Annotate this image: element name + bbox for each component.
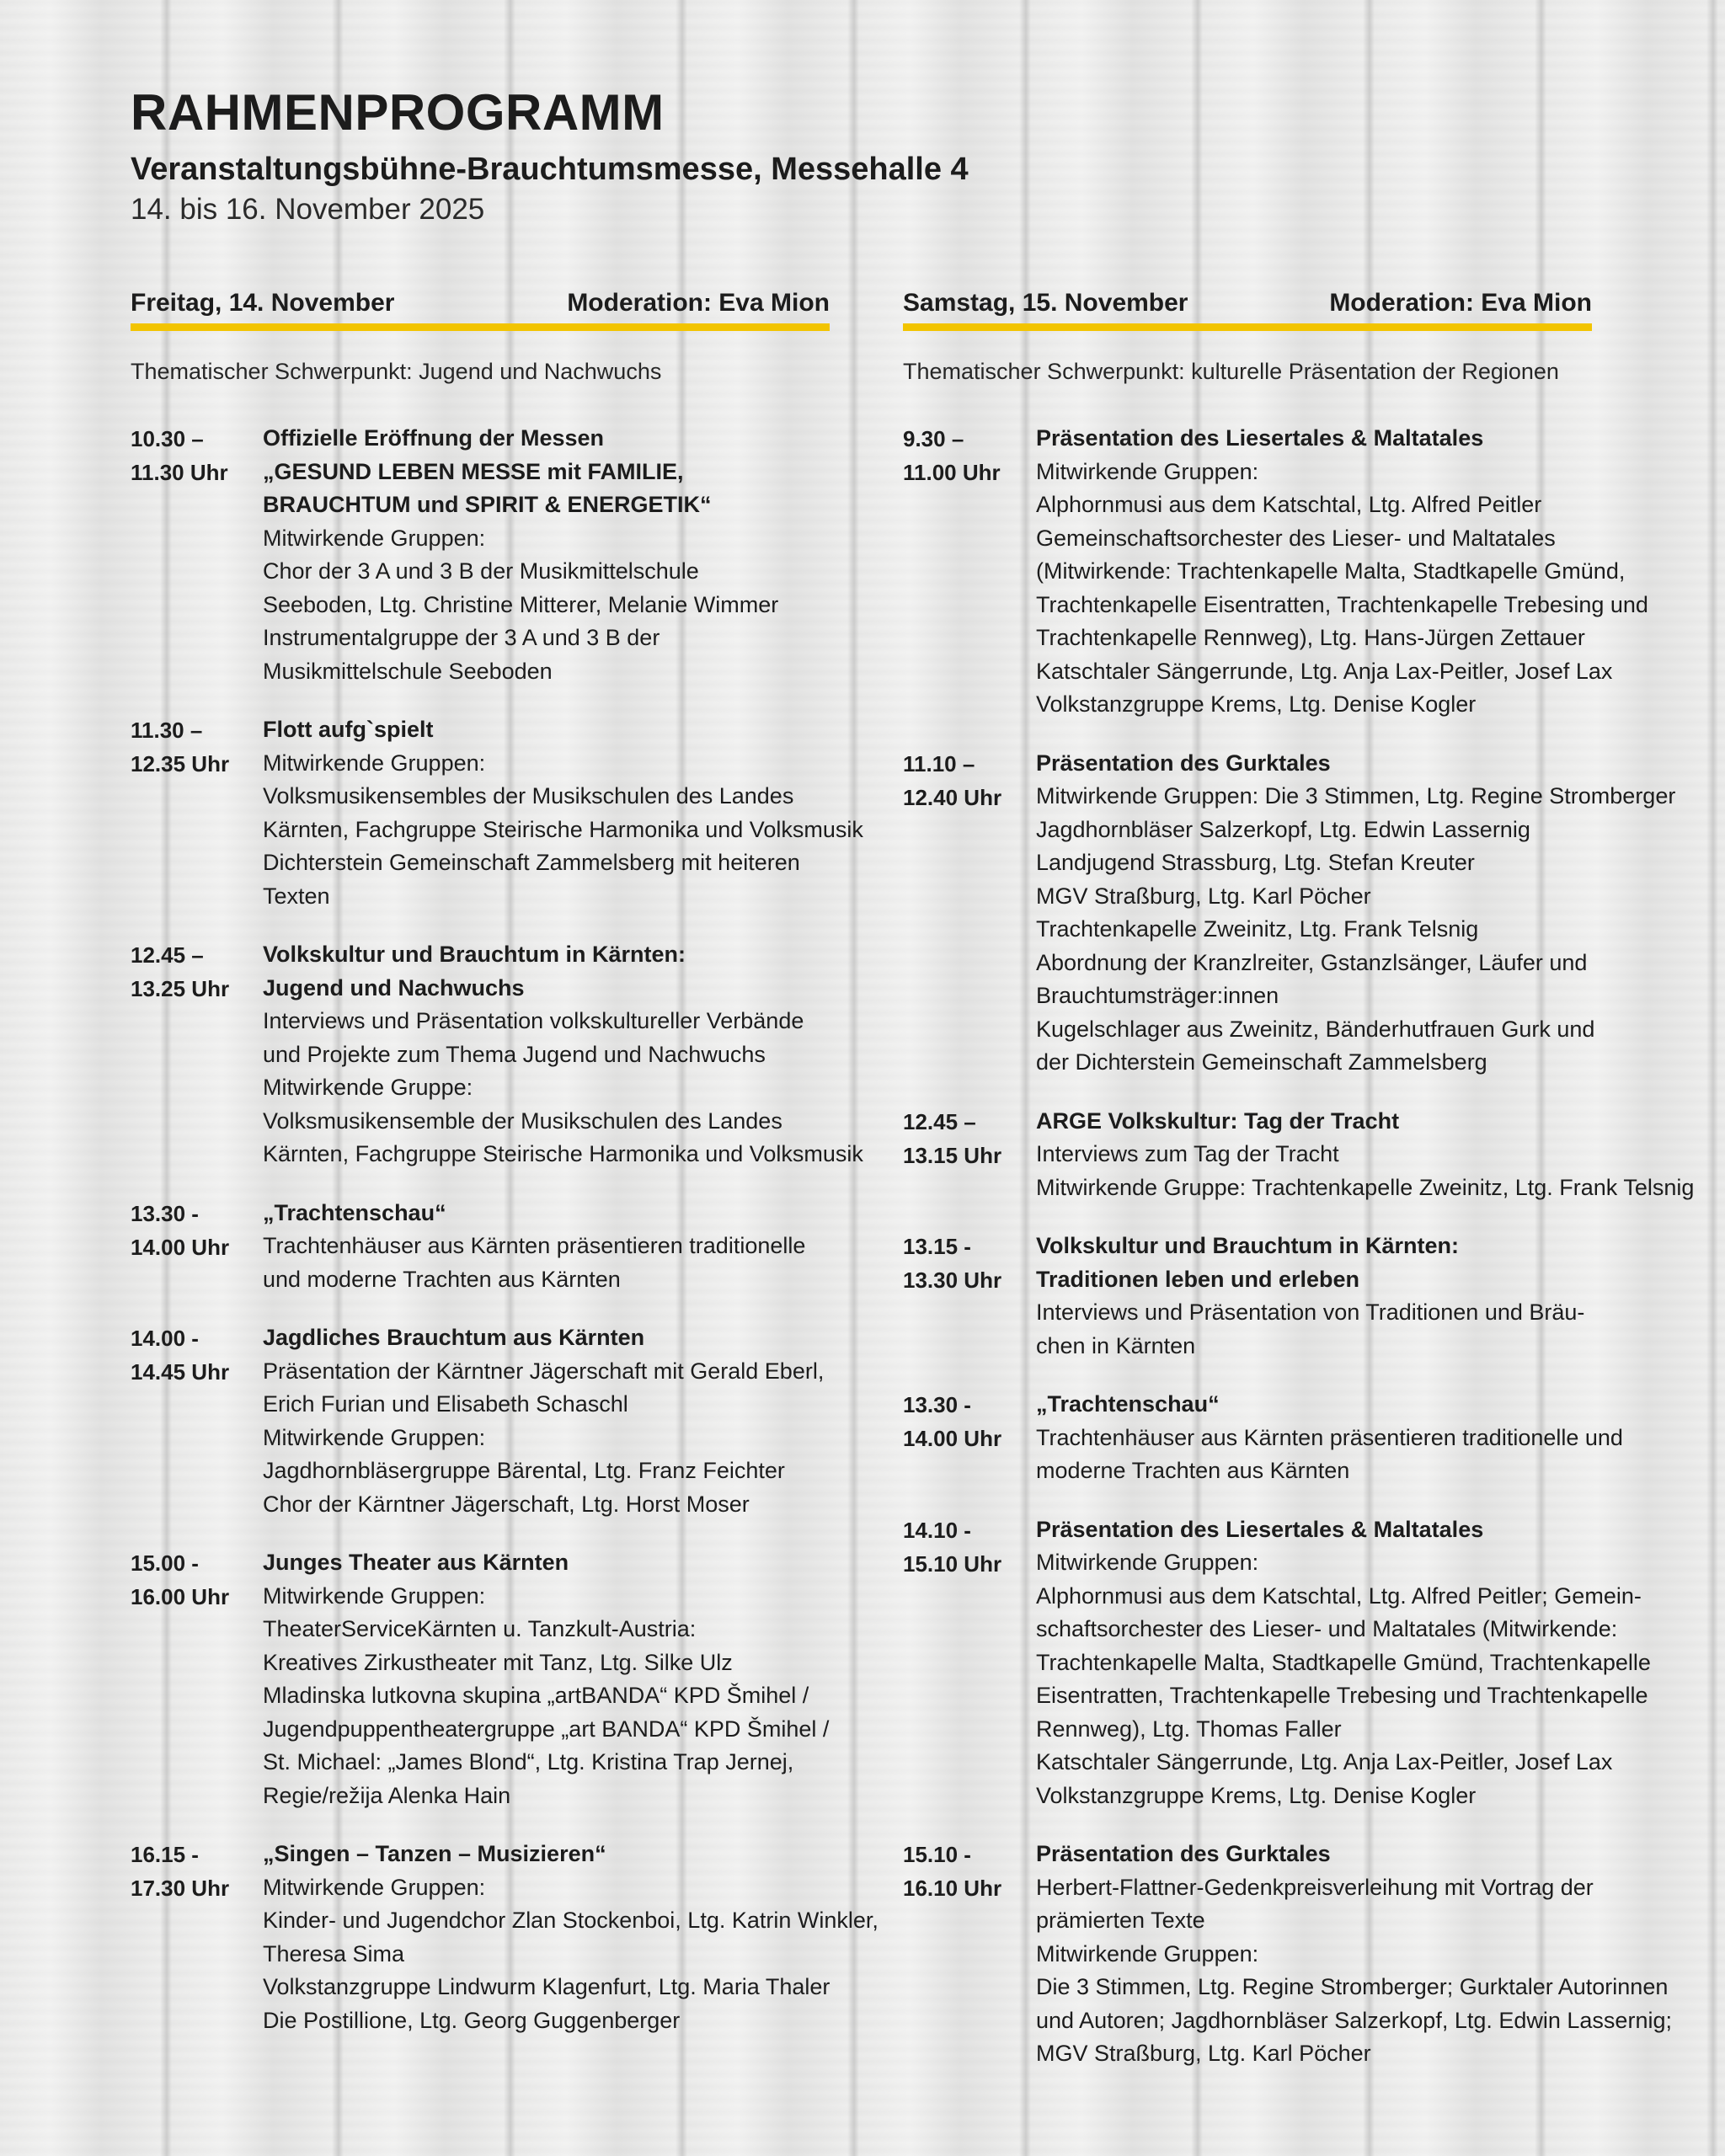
event-detail: Brauchtumsträger:innen xyxy=(1036,983,1279,1008)
schedule-entry xyxy=(903,1388,1623,1488)
event-time-start: 11.30 – xyxy=(131,718,203,743)
event-title: BRAUCHTUM und SPIRIT & ENERGETIK“ xyxy=(263,492,712,517)
event-time xyxy=(903,747,1036,1080)
event-time-start: 10.30 – xyxy=(131,426,204,451)
event-detail: Trachtenkapelle Eisentratten, Trachtenkapelle Trebesing und xyxy=(1036,591,1648,617)
event-time-end: 13.15 Uhr xyxy=(903,1142,1002,1168)
event-time-end: 13.25 Uhr xyxy=(131,976,230,1001)
event-detail: Alphornmusi aus dem Katschtal, Ltg. Alfred Peitler xyxy=(1036,492,1542,517)
schedule-entry xyxy=(903,422,1648,722)
schedule-entry xyxy=(903,747,1676,1080)
event-body xyxy=(1036,422,1648,722)
event-time-start: 15.10 - xyxy=(903,1842,971,1867)
event-body xyxy=(1036,1388,1623,1488)
event-time-end: 16.00 Uhr xyxy=(131,1584,230,1609)
event-detail: Chor der Kärntner Jägerschaft, Ltg. Horst Moser xyxy=(263,1491,750,1517)
friday-header xyxy=(131,286,830,331)
schedule-entry xyxy=(131,1197,830,1297)
event-time-end: 13.30 Uhr xyxy=(903,1267,1002,1293)
saturday-column xyxy=(903,286,1695,2071)
schedule-entry xyxy=(903,1513,1651,1813)
event-time xyxy=(903,1105,1036,1205)
event-title: Präsentation des Gurktales xyxy=(1036,750,1331,776)
saturday-day: Samstag, 15. November xyxy=(903,289,1188,317)
event-time-end: 11.30 Uhr xyxy=(131,460,228,485)
schedule-entry xyxy=(131,938,863,1171)
event-detail: Jagdhornbläser Salzerkopf, Ltg. Edwin Lassernig xyxy=(1036,816,1530,842)
event-detail: Musikmittelschule Seeboden xyxy=(263,658,553,684)
event-detail: Herbert-Flattner-Gedenkpreisverleihung mit Vortrag der xyxy=(1036,1874,1594,1900)
event-detail: Die 3 Stimmen, Ltg. Regine Stromberger; Gurktaler Autorinnen xyxy=(1036,1974,1669,1999)
friday-column xyxy=(131,286,879,2037)
event-detail: Jugendpuppentheatergruppe „art BANDA“ KPD Šmihel / xyxy=(263,1716,830,1742)
event-detail: Trachtenkapelle Zweinitz, Ltg. Frank Telsnig xyxy=(1036,916,1479,942)
event-detail: Trachtenhäuser aus Kärnten präsentieren traditionelle und xyxy=(1036,1424,1623,1450)
event-detail: moderne Trachten aus Kärnten xyxy=(1036,1458,1350,1483)
event-body xyxy=(1036,1105,1694,1205)
event-detail: Rennweg), Ltg. Thomas Faller xyxy=(1036,1716,1342,1742)
schedule-entry xyxy=(131,713,863,913)
event-detail: Volksmusikensembles der Musikschulen des Landes xyxy=(263,783,794,808)
event-detail: Mladinska lutkovna skupina „artBANDA“ KPD Šmihel / xyxy=(263,1683,809,1708)
schedule-entry xyxy=(131,1546,830,1812)
event-detail: St. Michael: „James Blond“, Ltg. Kristina Trap Jernej, xyxy=(263,1749,794,1774)
event-time xyxy=(903,1230,1036,1363)
event-detail: Instrumentalgruppe der 3 A und 3 B der xyxy=(263,625,660,650)
event-detail: und moderne Trachten aus Kärnten xyxy=(263,1266,621,1292)
event-detail: Interviews und Präsentation von Traditionen und Bräu- xyxy=(1036,1299,1585,1325)
event-body xyxy=(263,422,830,688)
event-detail: Interviews und Präsentation volkskultureller Verbände xyxy=(263,1008,804,1033)
event-detail: Mitwirkende Gruppen: xyxy=(263,1424,486,1450)
event-time-end: 14.45 Uhr xyxy=(131,1359,230,1385)
event-time-start: 12.45 – xyxy=(131,942,204,968)
event-detail: und Projekte zum Thema Jugend und Nachwuchs xyxy=(263,1041,766,1067)
event-body xyxy=(263,1546,830,1812)
event-detail: Trachtenhäuser aus Kärnten präsentieren traditionelle xyxy=(263,1233,806,1258)
event-detail: Kreatives Zirkustheater mit Tanz, Ltg. Silke Ulz xyxy=(263,1649,733,1675)
event-time xyxy=(903,422,1036,722)
event-time-start: 16.15 - xyxy=(131,1842,199,1867)
event-detail: Abordnung der Kranzlreiter, Gstanzlsänger, Läufer und xyxy=(1036,949,1588,975)
schedule-entry xyxy=(131,1838,879,2037)
event-time-start: 11.10 – xyxy=(903,750,975,776)
event-body xyxy=(1036,1513,1651,1813)
event-time-start: 14.10 - xyxy=(903,1517,971,1543)
event-detail: Seeboden, Ltg. Christine Mitterer, Melanie Wimmer xyxy=(263,591,779,617)
event-time-start: 13.15 - xyxy=(903,1234,971,1259)
friday-focus: Thematischer Schwerpunkt: Jugend und Nachwuchs xyxy=(131,359,662,384)
event-time-start: 15.00 - xyxy=(131,1550,199,1576)
event-title: ARGE Volkskultur: Tag der Tracht xyxy=(1036,1107,1400,1134)
event-detail: Mitwirkende Gruppen: xyxy=(1036,1940,1259,1967)
event-detail: Volkstanzgruppe Krems, Ltg. Denise Kogler xyxy=(1036,1782,1477,1808)
event-time-end: 16.10 Uhr xyxy=(903,1876,1002,1901)
event-time-end: 15.10 Uhr xyxy=(903,1550,1002,1577)
event-title: Volkskultur und Brauchtum in Kärnten: xyxy=(1036,1233,1460,1258)
event-detail: Mitwirkende Gruppe: xyxy=(263,1075,473,1100)
event-detail: Trachtenkapelle Malta, Stadtkapelle Gmünd, Trachtenkapelle xyxy=(1036,1649,1651,1675)
event-time-end: 12.40 Uhr xyxy=(903,784,1002,810)
event-detail: Landjugend Strassburg, Ltg. Stefan Kreuter xyxy=(1036,850,1475,875)
event-detail: Theresa Sima xyxy=(263,1940,405,1967)
event-time xyxy=(903,1388,1036,1488)
schedule-entry xyxy=(131,422,830,688)
event-detail: Texten xyxy=(263,883,330,909)
saturday-events xyxy=(903,422,1695,2071)
schedule-entry xyxy=(903,1230,1592,1363)
event-time xyxy=(131,422,263,688)
event-time xyxy=(131,1546,263,1812)
event-time-start: 14.00 - xyxy=(131,1326,199,1351)
saturday-header xyxy=(903,286,1592,331)
saturday-moderation: Moderation: Eva Mion xyxy=(1329,289,1592,317)
event-time-end: 14.00 Uhr xyxy=(131,1234,230,1260)
event-time xyxy=(131,1197,263,1297)
event-time-end: 12.35 Uhr xyxy=(131,751,230,776)
event-detail: Volksmusikensemble der Musikschulen des Landes xyxy=(263,1107,782,1134)
event-detail: Jagdhornbläsergruppe Bärental, Ltg. Franz Feichter xyxy=(263,1458,785,1483)
event-time-start: 13.30 - xyxy=(131,1200,199,1226)
event-detail: Mitwirkende Gruppen: xyxy=(263,1874,486,1900)
event-time-end: 11.00 Uhr xyxy=(903,460,1001,485)
event-title: Präsentation des Liesertales & Maltatales xyxy=(1036,1516,1484,1542)
event-detail: Kinder- und Jugendchor Zlan Stockenboi, Ltg. Katrin Winkler, xyxy=(263,1908,879,1933)
event-detail: Chor der 3 A und 3 B der Musikmittelschule xyxy=(263,558,699,584)
event-detail: Mitwirkende Gruppen: xyxy=(1036,458,1259,484)
event-body xyxy=(263,938,863,1171)
event-detail: Kärnten, Fachgruppe Steirische Harmonika und Volksmusik xyxy=(263,1141,863,1166)
event-time-start: 12.45 – xyxy=(903,1108,976,1134)
event-detail: Mitwirkende Gruppen: xyxy=(263,750,486,776)
event-detail: Erich Furian und Elisabeth Schaschl xyxy=(263,1391,628,1417)
event-detail: chen in Kärnten xyxy=(1036,1332,1196,1358)
event-detail: Dichterstein Gemeinschaft Zammelsberg mit heiteren xyxy=(263,850,800,875)
event-time xyxy=(131,1321,263,1521)
event-body xyxy=(263,1197,830,1297)
event-title: Flott aufg`spielt xyxy=(263,717,434,742)
event-detail: Katschtaler Sängerrunde, Ltg. Anja Lax-Peitler, Josef Lax xyxy=(1036,1749,1613,1774)
event-detail: Mitwirkende Gruppen: xyxy=(1036,1550,1259,1575)
event-detail: Katschtaler Sängerrunde, Ltg. Anja Lax-Peitler, Josef Lax xyxy=(1036,658,1613,684)
event-body xyxy=(263,1838,879,2037)
event-detail: schaftsorchester des Lieser- und Maltatales (Mitwirkende: xyxy=(1036,1616,1618,1641)
event-time-start: 13.30 - xyxy=(903,1392,971,1417)
event-detail: MGV Straßburg, Ltg. Karl Pöcher xyxy=(1036,2041,1371,2066)
event-title: „Trachtenschau“ xyxy=(1036,1391,1220,1417)
event-detail: Interviews zum Tag der Tracht xyxy=(1036,1141,1339,1166)
event-title: Traditionen leben und erleben xyxy=(1036,1266,1360,1292)
event-body xyxy=(1036,1838,1672,2071)
saturday-focus: Thematischer Schwerpunkt: kulturelle Präsentation der Regionen xyxy=(903,359,1559,384)
event-detail: und Autoren; Jagdhornbläser Salzerkopf, Ltg. Edwin Lassernig; xyxy=(1036,2007,1672,2033)
event-time-start: 9.30 – xyxy=(903,426,964,451)
friday-day: Freitag, 14. November xyxy=(131,289,395,317)
event-body xyxy=(263,1321,830,1521)
friday-moderation: Moderation: Eva Mion xyxy=(567,289,830,317)
event-dates: 14. bis 16. November 2025 xyxy=(131,193,485,226)
event-detail: Mitwirkende Gruppe: Trachtenkapelle Zweinitz, Ltg. Frank Telsnig xyxy=(1036,1174,1695,1200)
event-detail: Regie/režija Alenka Hain xyxy=(263,1782,511,1808)
event-detail: der Dichterstein Gemeinschaft Zammelsberg xyxy=(1036,1049,1487,1075)
event-title: Offizielle Eröffnung der Messen xyxy=(263,425,605,451)
event-detail: (Mitwirkende: Trachtenkapelle Malta, Stadtkapelle Gmünd, xyxy=(1036,558,1626,584)
event-body xyxy=(1036,1230,1592,1363)
event-title: Jugend und Nachwuchs xyxy=(263,974,525,1001)
event-time xyxy=(131,938,263,1171)
event-title: „Trachtenschau“ xyxy=(263,1199,446,1225)
event-title: „GESUND LEBEN MESSE mit FAMILIE, xyxy=(263,458,684,484)
event-detail: Kärnten, Fachgruppe Steirische Harmonika und Volksmusik xyxy=(263,816,863,842)
program-page xyxy=(131,84,1695,2066)
event-title: „Singen – Tanzen – Musizieren“ xyxy=(263,1841,606,1866)
event-time-end: 14.00 Uhr xyxy=(903,1426,1002,1451)
event-detail: Gemeinschaftsorchester des Lieser- und Maltatales xyxy=(1036,525,1556,551)
event-detail: TheaterServiceKärnten u. Tanzkult-Austria: xyxy=(263,1616,697,1641)
event-detail: MGV Straßburg, Ltg. Karl Pöcher xyxy=(1036,883,1371,909)
page-title: RAHMENPROGRAMM xyxy=(131,84,665,141)
event-detail: Volkstanzgruppe Krems, Ltg. Denise Kogler xyxy=(1036,691,1477,717)
schedule-entry xyxy=(903,1838,1672,2071)
event-title: Volkskultur und Brauchtum in Kärnten: xyxy=(263,942,686,967)
event-time-end: 17.30 Uhr xyxy=(131,1876,230,1901)
event-title: Präsentation des Gurktales xyxy=(1036,1841,1331,1866)
event-time xyxy=(131,713,263,913)
event-detail: prämierten Texte xyxy=(1036,1908,1205,1933)
event-detail: Eisentratten, Trachtenkapelle Trebesing und Trachtenkapelle xyxy=(1036,1683,1648,1708)
event-detail: Präsentation der Kärntner Jägerschaft mit Gerald Eberl, xyxy=(263,1358,825,1384)
event-detail: Alphornmusi aus dem Katschtal, Ltg. Alfred Peitler; Gemein- xyxy=(1036,1582,1642,1609)
event-time xyxy=(903,1838,1036,2071)
schedule-entry xyxy=(131,1321,830,1521)
event-detail: Trachtenkapelle Rennweg), Ltg. Hans-Jürgen Zettauer xyxy=(1036,625,1585,650)
event-detail: Mitwirkende Gruppen: xyxy=(263,525,486,551)
page-subtitle: Veranstaltungsbühne-Brauchtumsmesse, Messehalle 4 xyxy=(131,152,969,187)
event-body xyxy=(263,713,863,913)
event-detail: Kugelschlager aus Zweinitz, Bänderhutfrauen Gurk und xyxy=(1036,1016,1595,1042)
event-detail: Die Postillione, Ltg. Georg Guggenberger xyxy=(263,2007,681,2033)
schedule-entry xyxy=(903,1105,1695,1205)
event-detail: Mitwirkende Gruppen: xyxy=(263,1582,486,1609)
event-detail: Mitwirkende Gruppen: Die 3 Stimmen, Ltg. Regine Stromberger xyxy=(1036,783,1676,808)
event-title: Junges Theater aus Kärnten xyxy=(263,1550,569,1575)
event-time xyxy=(903,1513,1036,1813)
event-title: Jagdliches Brauchtum aus Kärnten xyxy=(263,1325,645,1350)
event-detail: Volkstanzgruppe Lindwurm Klagenfurt, Ltg. Maria Thaler xyxy=(263,1974,830,1999)
friday-events xyxy=(131,422,879,2037)
event-time xyxy=(131,1838,263,2037)
event-body xyxy=(1036,747,1675,1080)
event-title: Präsentation des Liesertales & Maltatales xyxy=(1036,425,1484,451)
